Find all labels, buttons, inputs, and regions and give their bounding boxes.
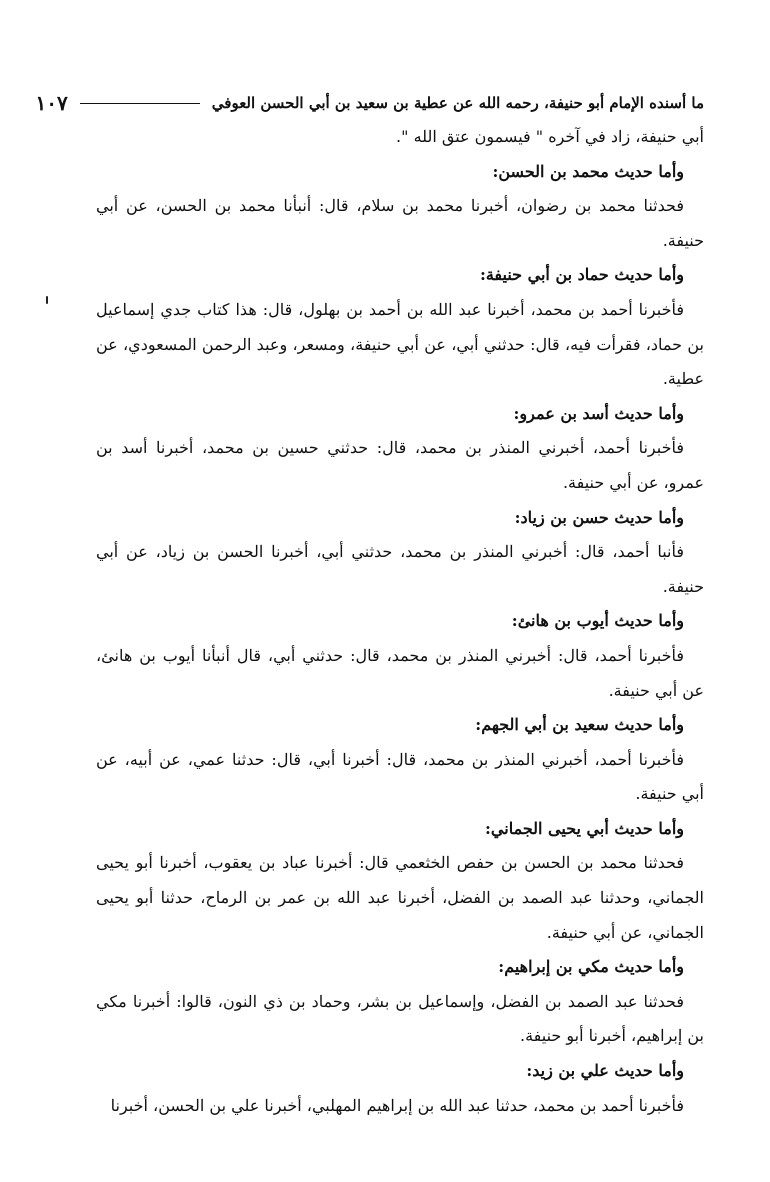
body-paragraph: فأخبرنا أحمد بن محمد، أخبرنا عبد الله بن أحمد بن بهلول، قال: هذا كتاب جدي إسماعيل بن حماد، فقرأت فيه، قال: حدثني أبي، عن أبي حنيفة، ومسعر، وعبد الرحمن المسعودي، عن عطية. (96, 299, 704, 389)
section-heading: وأما حديث أسد بن عمرو: (513, 403, 684, 423)
section-heading: وأما حديث حماد بن أبي حنيفة: (479, 265, 684, 285)
body-paragraph: فأخبرنا أحمد بن محمد، حدثنا عبد الله بن إبراهيم المهلبي، أخبرنا علي بن الحسن، أخبرنا (110, 1095, 684, 1115)
body-paragraph: فأخبرنا أحمد، قال: أخبرني المنذر بن محمد، قال: حدثني أبي، قال أنبأنا أيوب بن هانئ، عن أبي حنيفة. (96, 645, 704, 700)
header-rule (80, 103, 200, 104)
body-paragraph: فأخبرنا أحمد، أخبرني المنذر بن محمد، قال: حدثني حسين بن محمد، أخبرنا أسد بن عمرو، عن أبي حنيفة. (96, 438, 704, 492)
body-paragraph: فحدثنا عبد الصمد بن الفضل، وإسماعيل بن بشر، وحماد بن ذي النون، قالوا: أخبرنا مكي بن إبراهيم، أخبرنا أبو حنيفة. (96, 991, 704, 1046)
running-header-title: ما أسنده الإمام أبو حنيفة، رحمه الله عن عطية بن سعيد بن أبي الحسن العوفي (211, 94, 704, 112)
margin-mark (46, 296, 48, 304)
running-header (35, 86, 704, 120)
section-heading: وأما حديث سعيد بن أبي الجهم: (475, 715, 684, 735)
body-paragraph: فحدثنا محمد بن الحسن بن حفص الخثعمي قال: أخبرنا عباد بن يعقوب، أخبرنا أبو يحيى الجماني، وحدثنا عبد الصمد بن الفضل، أخبرنا عبد الله بن عمر بن الرماح، حدثنا أبو يحيى الجماني، عن أبي حنيفة. (96, 853, 704, 942)
section-heading: وأما حديث مكي بن إبراهيم: (498, 957, 684, 977)
body-paragraph: فحدثنا محمد بن رضوان، أخبرنا محمد بن سلام، قال: أنبأنا محمد بن الحسن، عن أبي حنيفة. (96, 196, 704, 250)
page-number: ١٠٧ (35, 91, 68, 115)
section-heading: وأما حديث محمد بن الحسن: (492, 161, 684, 181)
body-paragraph: فأخبرنا أحمد، أخبرني المنذر بن محمد، قال: أخبرنا أبي، قال: حدثنا عمي، عن أبيه، عن أبي حنيفة. (96, 749, 704, 804)
section-heading: وأما حديث حسن بن زياد: (514, 507, 684, 527)
page-body (96, 120, 704, 1123)
body-paragraph: فأنبا أحمد، قال: أخبرني المنذر بن محمد، حدثني أبي، أخبرنا الحسن بن زياد، عن أبي حنيفة. (96, 542, 704, 596)
section-heading: وأما حديث أيوب بن هانئ: (511, 611, 684, 631)
body-paragraph: أبي حنيفة، زاد في آخره " فيسمون عتق الله ". (396, 127, 704, 146)
section-heading: وأما حديث علي بن زيد: (526, 1061, 684, 1081)
section-heading: وأما حديث أبي يحيى الجماني: (485, 818, 684, 838)
